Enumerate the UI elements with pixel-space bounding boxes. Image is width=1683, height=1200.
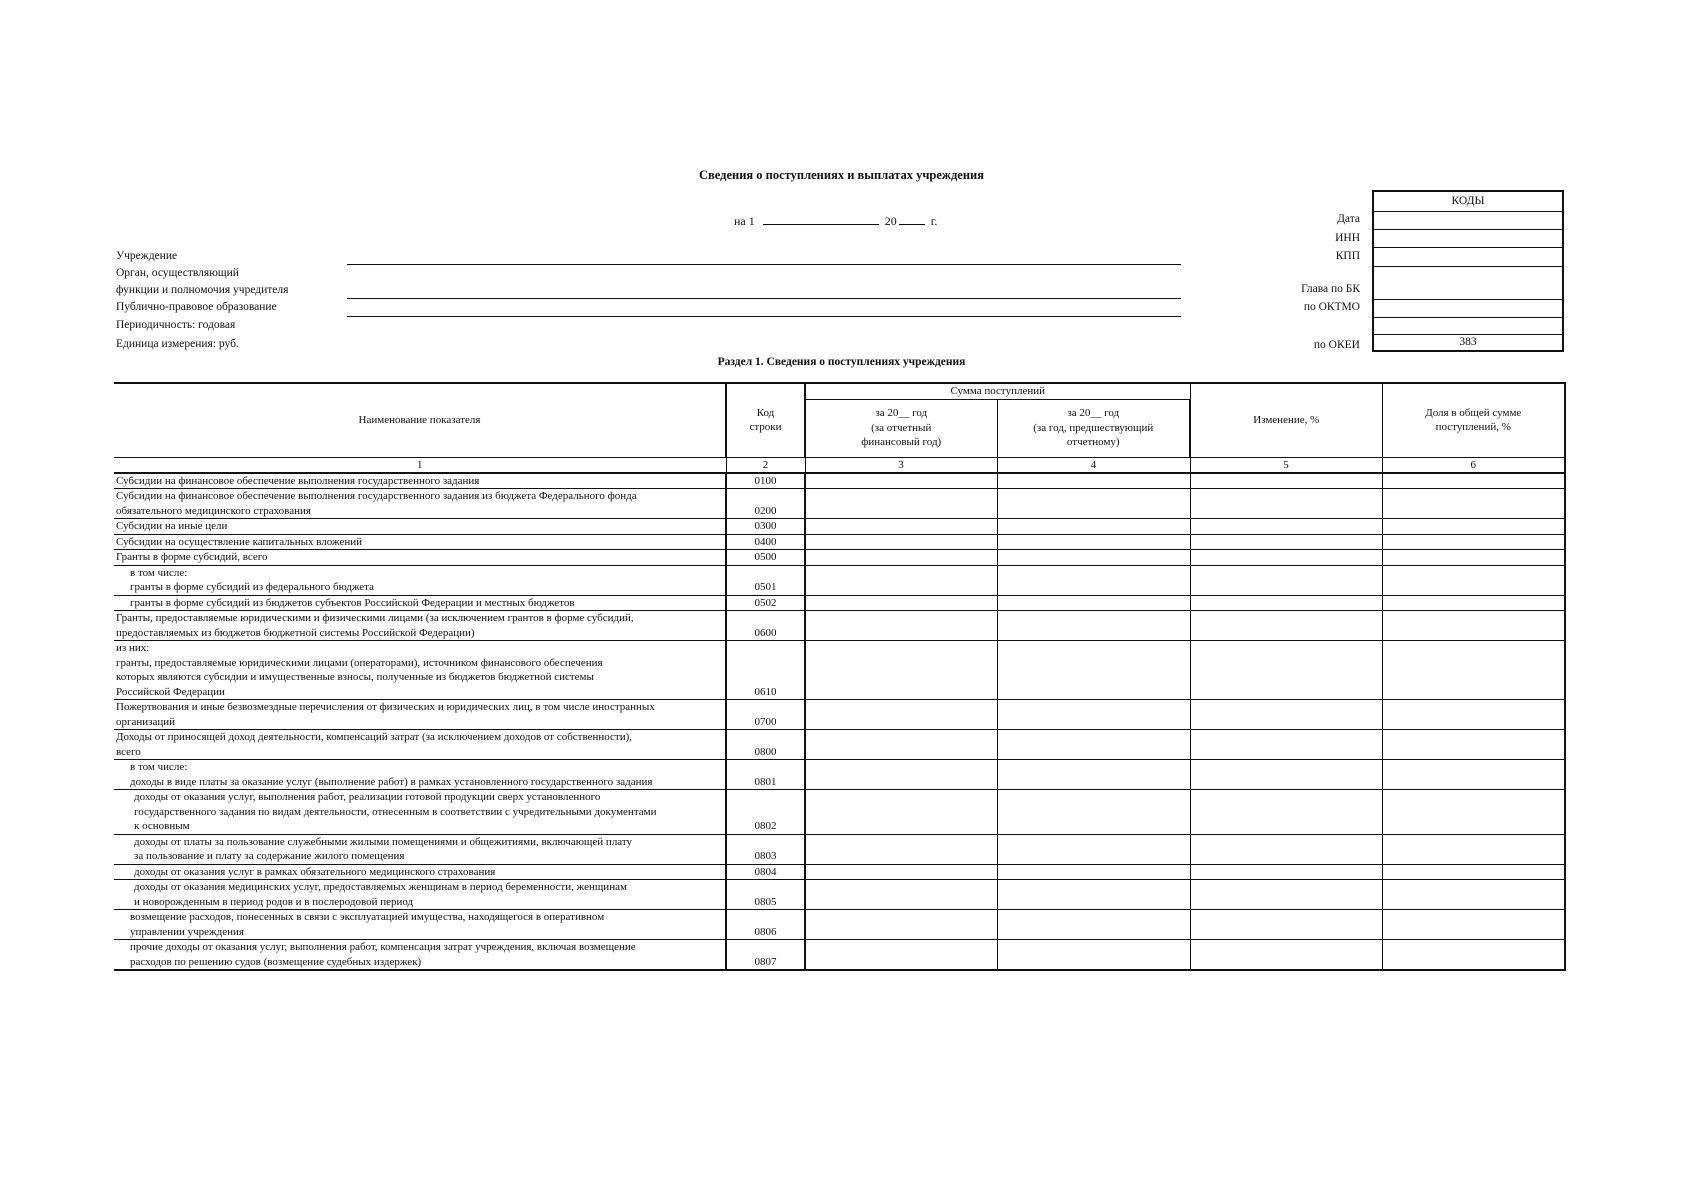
current-year-value-cell[interactable] xyxy=(805,641,997,700)
change-percent-cell[interactable] xyxy=(1190,700,1382,730)
change-percent-cell[interactable] xyxy=(1190,864,1382,880)
previous-year-value-cell[interactable] xyxy=(997,730,1190,760)
previous-year-value-cell[interactable] xyxy=(997,790,1190,835)
code-cell-okei[interactable]: 383 xyxy=(1374,334,1562,350)
row-code-cell: 0200 xyxy=(726,489,805,519)
code-cell-kpp[interactable] xyxy=(1374,247,1562,266)
indicator-name-cell xyxy=(114,864,726,880)
table-row xyxy=(114,595,1565,611)
change-percent-cell[interactable] xyxy=(1190,489,1382,519)
indicator-name-line: к основным xyxy=(134,820,190,832)
code-label-date: Дата xyxy=(1337,213,1360,225)
indicator-name-cell xyxy=(114,730,726,760)
previous-year-value-cell[interactable] xyxy=(997,641,1190,700)
current-year-value-cell[interactable] xyxy=(805,565,997,595)
indicator-name-line: управлении учреждения xyxy=(130,925,244,938)
col-header-share xyxy=(1382,383,1565,457)
indicator-name-cell xyxy=(114,760,726,790)
col-number-1: 1 xyxy=(114,457,726,473)
indicator-name-line: Пожертвования и иные безвозмездные перечисления от физических и юридических лиц, в том числе иностранных xyxy=(116,701,655,713)
indicator-name-line: организаций xyxy=(116,715,176,728)
current-year-value-cell[interactable] xyxy=(805,730,997,760)
current-year-value-cell[interactable] xyxy=(805,519,997,535)
current-year-value-cell[interactable] xyxy=(805,910,997,940)
change-percent-cell[interactable] xyxy=(1190,519,1382,535)
row-code-cell: 0802 xyxy=(726,790,805,835)
report-date-line xyxy=(734,213,937,229)
row-code-cell: 0807 xyxy=(726,940,805,971)
change-percent-cell[interactable] xyxy=(1190,534,1382,550)
share-percent-cell[interactable] xyxy=(1382,641,1565,700)
previous-year-value-cell[interactable] xyxy=(997,595,1190,611)
date-prefix: на 1 xyxy=(734,214,755,228)
col-header-current-line3: финансовый год) xyxy=(861,436,942,449)
col-number-2: 2 xyxy=(726,457,805,473)
current-year-value-cell[interactable] xyxy=(805,940,997,971)
col-header-current-line1: за 20__ год xyxy=(875,407,928,420)
share-percent-cell[interactable] xyxy=(1382,760,1565,790)
municipality-label: Публично-правовое образование xyxy=(116,301,277,313)
row-code-cell: 0300 xyxy=(726,519,805,535)
current-year-value-cell[interactable] xyxy=(805,611,997,641)
code-label-glava-bk: Глава по БК xyxy=(1301,283,1360,295)
table-row xyxy=(114,730,1565,760)
previous-year-value-cell[interactable] xyxy=(997,910,1190,940)
table-row xyxy=(114,790,1565,835)
indicator-name-cell xyxy=(114,700,726,730)
indicator-name-line: прочие доходы от оказания услуг, выполнения работ, компенсация затрат учреждения, включая возмещение xyxy=(130,941,636,953)
indicator-name-line: гранты, предоставляемые юридическими лицами (операторами), источником финансового обеспечения xyxy=(116,656,603,669)
codes-header: КОДЫ xyxy=(1451,195,1485,207)
col-number-5: 5 xyxy=(1190,457,1382,473)
share-percent-cell[interactable] xyxy=(1382,473,1565,489)
indicator-name-line: Доходы от приносящей доход деятельности, компенсаций затрат (за исключением доходов от собственности), xyxy=(116,731,633,743)
indicator-name-line: Субсидии на осуществление капитальных вложений xyxy=(116,535,362,548)
code-cell-oktmo[interactable] xyxy=(1374,299,1562,317)
code-cell-inn[interactable] xyxy=(1374,229,1562,247)
change-percent-cell[interactable] xyxy=(1190,473,1382,489)
table-row xyxy=(114,910,1565,940)
share-percent-cell[interactable] xyxy=(1382,550,1565,566)
indicator-name-line: Российской Федерации xyxy=(116,685,225,698)
indicator-name-cell xyxy=(114,790,726,835)
table-row xyxy=(114,864,1565,880)
change-percent-cell[interactable] xyxy=(1190,595,1382,611)
change-percent-cell[interactable] xyxy=(1190,880,1382,910)
col-header-previous-line2: (за год, предшествующий xyxy=(1033,421,1154,434)
indicator-name-line: доходы от платы за пользование служебными жилыми помещениями и общежитиями, включающей плату xyxy=(134,835,633,848)
row-code-cell: 0801 xyxy=(726,760,805,790)
col-header-share-line1: Доля в общей сумме xyxy=(1425,406,1522,419)
current-year-value-cell[interactable] xyxy=(805,864,997,880)
section-title: Раздел 1. Сведения о поступлениях учреждения xyxy=(717,356,966,368)
previous-year-value-cell[interactable] xyxy=(997,611,1190,641)
previous-year-value-cell[interactable] xyxy=(997,880,1190,910)
indicator-name-cell xyxy=(114,940,726,971)
col-header-name: Наименование показателя xyxy=(114,383,726,457)
change-percent-cell[interactable] xyxy=(1190,611,1382,641)
indicator-name-line: из них: xyxy=(116,642,150,654)
table-row xyxy=(114,880,1565,910)
row-code-cell: 0100 xyxy=(726,473,805,489)
unit-label: Единица измерения: руб. xyxy=(116,338,239,350)
col-header-previous-line3: отчетному) xyxy=(1066,436,1120,449)
table-row xyxy=(114,565,1565,595)
previous-year-value-cell[interactable] xyxy=(997,565,1190,595)
code-cell-glava-bk[interactable] xyxy=(1374,266,1562,299)
table-row xyxy=(114,519,1565,535)
row-code-cell: 0805 xyxy=(726,880,805,910)
previous-year-value-cell[interactable] xyxy=(997,550,1190,566)
founder-label-1: Орган, осуществляющий xyxy=(116,267,239,279)
col-header-code xyxy=(726,383,805,457)
current-year-value-cell[interactable] xyxy=(805,880,997,910)
indicator-name-cell xyxy=(114,489,726,519)
code-label-kpp: КПП xyxy=(1335,250,1360,262)
col-header-sum: Сумма поступлений xyxy=(805,383,1190,399)
code-cell-date[interactable] xyxy=(1374,211,1562,229)
indicator-name-cell xyxy=(114,834,726,864)
row-code-cell: 0803 xyxy=(726,834,805,864)
previous-year-value-cell[interactable] xyxy=(997,864,1190,880)
table-row xyxy=(114,760,1565,790)
indicator-name-line: государственного задания по видам деятельности, отнесенным в соответствии с учредительными документами xyxy=(134,805,657,818)
row-code-cell: 0502 xyxy=(726,595,805,611)
table-row xyxy=(114,473,1565,489)
table-row xyxy=(114,641,1565,700)
change-percent-cell[interactable] xyxy=(1190,790,1382,835)
col-header-previous-line1: за 20__ год xyxy=(1067,407,1120,420)
indicator-name-cell xyxy=(114,641,726,700)
indicator-name-line: за пользование и плату за содержание жилого помещения xyxy=(134,850,405,862)
indicator-name-line: возмещение расходов, понесенных в связи с эксплуатацией имущества, находящегося в оперативном xyxy=(130,911,605,923)
share-percent-cell[interactable] xyxy=(1382,611,1565,641)
current-year-value-cell[interactable] xyxy=(805,700,997,730)
institution-field[interactable] xyxy=(347,264,1181,265)
previous-year-value-cell[interactable] xyxy=(997,760,1190,790)
indicator-name-line: Гранты, предоставляемые юридическими и физическими лицами (за исключением грантов в форме субсидий, xyxy=(116,612,634,624)
indicator-name-line: предоставляемых из бюджетов бюджетной системы Российской Федерации) xyxy=(116,626,475,639)
indicator-name-cell xyxy=(114,550,726,566)
row-code-cell: 0500 xyxy=(726,550,805,566)
col-number-4: 4 xyxy=(997,457,1190,473)
receipts-table xyxy=(114,382,1566,971)
current-year-value-cell[interactable] xyxy=(805,790,997,835)
code-label-oktmo: по ОКТМО xyxy=(1303,301,1360,313)
indicator-name-line: в том числе: xyxy=(130,566,188,579)
table-row xyxy=(114,940,1565,971)
col-header-change: Изменение, % xyxy=(1190,383,1382,457)
change-percent-cell[interactable] xyxy=(1190,940,1382,971)
previous-year-value-cell[interactable] xyxy=(997,534,1190,550)
indicator-name-cell xyxy=(114,611,726,641)
table-body xyxy=(114,473,1565,971)
col-header-code-line2: строки xyxy=(749,421,782,434)
year-prefix: 20 xyxy=(884,214,897,228)
indicator-name-line: Субсидии на иные цели xyxy=(116,520,228,532)
share-percent-cell[interactable] xyxy=(1382,700,1565,730)
founder-field[interactable] xyxy=(347,298,1181,299)
current-year-value-cell[interactable] xyxy=(805,534,997,550)
share-percent-cell[interactable] xyxy=(1382,730,1565,760)
institution-label: Учреждение xyxy=(116,250,178,262)
row-code-cell: 0501 xyxy=(726,565,805,595)
founder-label-2: функции и полномочия учредителя xyxy=(116,284,289,296)
table-row xyxy=(114,834,1565,864)
code-cell-empty[interactable] xyxy=(1374,317,1562,334)
row-code-cell: 0400 xyxy=(726,534,805,550)
indicator-name-line: расходов по решению судов (возмещение судебных издержек) xyxy=(130,955,422,968)
indicator-name-cell xyxy=(114,534,726,550)
indicator-name-cell xyxy=(114,473,726,489)
current-year-value-cell[interactable] xyxy=(805,595,997,611)
col-number-6: 6 xyxy=(1382,457,1565,473)
previous-year-value-cell[interactable] xyxy=(997,473,1190,489)
col-header-code-line1: Код xyxy=(756,406,775,419)
change-percent-cell[interactable] xyxy=(1190,834,1382,864)
current-year-value-cell[interactable] xyxy=(805,489,997,519)
indicator-name-cell xyxy=(114,880,726,910)
indicator-name-line: доходы в виде платы за оказание услуг (выполнение работ) в рамках установленного государственного задания xyxy=(130,775,653,788)
current-year-value-cell[interactable] xyxy=(805,550,997,566)
table-row xyxy=(114,489,1565,519)
row-code-cell: 0804 xyxy=(726,864,805,880)
code-label-okei: по ОКЕИ xyxy=(1313,339,1360,351)
previous-year-value-cell[interactable] xyxy=(997,489,1190,519)
indicator-name-line: и новорожденным в период родов и в послеродовой период xyxy=(134,895,414,908)
row-code-cell: 0600 xyxy=(726,611,805,641)
share-percent-cell[interactable] xyxy=(1382,565,1565,595)
share-percent-cell[interactable] xyxy=(1382,880,1565,910)
col-header-share-line2: поступлений, % xyxy=(1435,421,1511,434)
code-label-inn: ИНН xyxy=(1335,232,1360,244)
indicator-name-line: которых являются субсидии и имущественные взносы, полученные из бюджетов бюджетной системы xyxy=(116,671,594,683)
change-percent-cell[interactable] xyxy=(1190,641,1382,700)
change-percent-cell[interactable] xyxy=(1190,565,1382,595)
col-header-previous-year xyxy=(997,399,1190,457)
share-percent-cell[interactable] xyxy=(1382,489,1565,519)
indicator-name-line: доходы от оказания услуг, выполнения работ, реализации готовой продукции сверх установленного xyxy=(134,791,601,803)
change-percent-cell[interactable] xyxy=(1190,730,1382,760)
table-row xyxy=(114,534,1565,550)
share-percent-cell[interactable] xyxy=(1382,834,1565,864)
indicator-name-line: Гранты в форме субсидий, всего xyxy=(116,551,268,563)
indicator-name-line: доходы от оказания медицинских услуг, предоставляемых женщинам в период беременности, женщинам xyxy=(134,881,627,893)
table-row xyxy=(114,700,1565,730)
change-percent-cell[interactable] xyxy=(1190,910,1382,940)
previous-year-value-cell[interactable] xyxy=(997,940,1190,971)
previous-year-value-cell[interactable] xyxy=(997,700,1190,730)
share-percent-cell[interactable] xyxy=(1382,534,1565,550)
share-percent-cell[interactable] xyxy=(1382,519,1565,535)
year-suffix: г. xyxy=(930,214,938,228)
col-header-current-year xyxy=(805,399,997,457)
indicator-name-line: гранты в форме субсидий из федерального бюджета xyxy=(130,581,375,593)
indicator-name-line: доходы от оказания услуг в рамках обязательного медицинского страхования xyxy=(134,865,496,878)
change-percent-cell[interactable] xyxy=(1190,760,1382,790)
indicator-name-line: обязательного медицинского страхования xyxy=(116,504,311,517)
indicator-name-line: в том числе: xyxy=(130,761,188,773)
table-row xyxy=(114,550,1565,566)
periodicity-label: Периодичность: годовая xyxy=(116,319,236,331)
share-percent-cell[interactable] xyxy=(1382,595,1565,611)
col-header-current-line2: (за отчетный xyxy=(871,421,932,434)
change-percent-cell[interactable] xyxy=(1190,550,1382,566)
year-blank[interactable] xyxy=(899,213,925,225)
indicator-name-line: всего xyxy=(116,745,141,758)
indicator-name-cell xyxy=(114,565,726,595)
indicator-name-line: Субсидии на финансовое обеспечение выполнения государственного задания из бюджета Федерального фонда xyxy=(116,490,637,502)
codes-box xyxy=(1372,190,1564,352)
current-year-value-cell[interactable] xyxy=(805,834,997,864)
share-percent-cell[interactable] xyxy=(1382,864,1565,880)
current-year-value-cell[interactable] xyxy=(805,473,997,489)
share-percent-cell[interactable] xyxy=(1382,790,1565,835)
previous-year-value-cell[interactable] xyxy=(997,519,1190,535)
indicator-name-cell xyxy=(114,595,726,611)
row-code-cell: 0610 xyxy=(726,641,805,700)
row-code-cell: 0800 xyxy=(726,730,805,760)
date-blank[interactable] xyxy=(763,213,879,225)
row-code-cell: 0806 xyxy=(726,910,805,940)
share-percent-cell[interactable] xyxy=(1382,940,1565,971)
indicator-name-line: Субсидии на финансовое обеспечение выполнения государственного задания xyxy=(116,474,480,487)
table-row xyxy=(114,611,1565,641)
indicator-name-cell xyxy=(114,519,726,535)
previous-year-value-cell[interactable] xyxy=(997,834,1190,864)
row-code-cell: 0700 xyxy=(726,700,805,730)
col-number-3: 3 xyxy=(805,457,997,473)
share-percent-cell[interactable] xyxy=(1382,910,1565,940)
municipality-field[interactable] xyxy=(347,316,1181,317)
form-title: Сведения о поступлениях и выплатах учреждения xyxy=(698,168,985,182)
current-year-value-cell[interactable] xyxy=(805,760,997,790)
indicator-name-cell xyxy=(114,910,726,940)
indicator-name-line: гранты в форме субсидий из бюджетов субъектов Российской Федерации и местных бюджетов xyxy=(130,596,575,609)
